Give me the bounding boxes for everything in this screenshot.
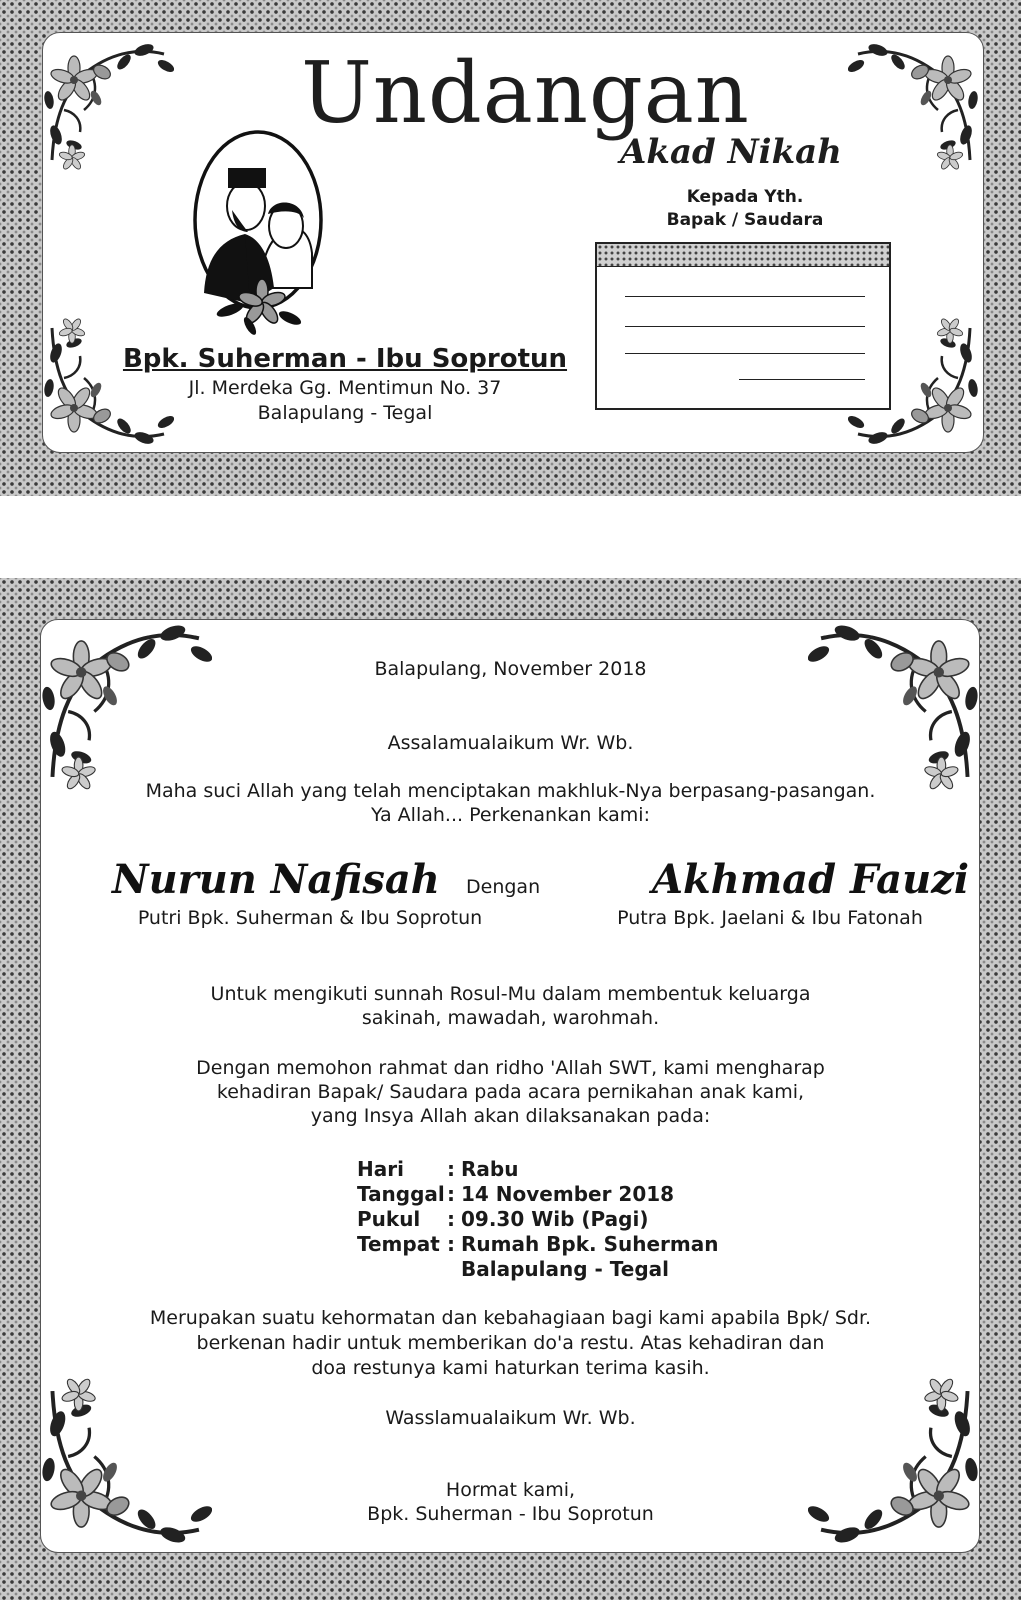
request-line: yang Insya Allah akan dilaksanakan pada: bbox=[310, 1105, 711, 1127]
farewell: Wasslamualaikum Wr. Wb. bbox=[385, 1407, 636, 1429]
sunnah-line: sakinah, mawadah, warohmah. bbox=[361, 1007, 660, 1029]
couple-portrait-icon bbox=[190, 128, 326, 338]
detail-value: 09.30 Wib (Pagi) bbox=[461, 1207, 649, 1231]
address-blank-line bbox=[625, 296, 865, 297]
event-day-row bbox=[357, 1157, 718, 1182]
detail-label: Tanggal bbox=[357, 1182, 445, 1206]
invitation-title: Undangan bbox=[301, 44, 750, 142]
floral-corner-icon bbox=[808, 620, 978, 790]
event-place-row-cont bbox=[357, 1257, 718, 1282]
sender-name: Bpk. Suherman - Ibu Soprotun bbox=[122, 344, 568, 374]
floral-corner-icon bbox=[42, 620, 212, 790]
address-blank-line bbox=[625, 326, 865, 327]
closing-line: doa restunya kami haturkan terima kasih. bbox=[311, 1357, 710, 1379]
address-box-header-strip bbox=[597, 244, 889, 267]
detail-value: 14 November 2018 bbox=[461, 1182, 675, 1206]
signature-line: Hormat kami, bbox=[445, 1479, 576, 1501]
detail-spacer bbox=[357, 1257, 447, 1282]
detail-colon: : bbox=[447, 1207, 455, 1231]
request-line: kehadiran Bapak/ Saudara pada acara pernikahan anak kami, bbox=[216, 1081, 805, 1103]
detail-label: Tempat bbox=[357, 1232, 440, 1256]
address-blank-line bbox=[739, 379, 865, 380]
invitation-subtitle: Akad Nikah bbox=[620, 132, 842, 172]
event-time-row bbox=[357, 1207, 718, 1232]
bride-name: Nurun Nafisah bbox=[112, 856, 440, 903]
sender-address-line: Balapulang - Tegal bbox=[257, 402, 433, 424]
recipient-heading-line: Bapak / Saudara bbox=[666, 210, 824, 230]
recipient-heading-line: Kepada Yth. bbox=[686, 187, 804, 207]
bride-parents: Putri Bpk. Suherman & Ibu Soprotun bbox=[137, 907, 483, 929]
event-date-row bbox=[357, 1182, 718, 1207]
detail-value: Rumah Bpk. Suherman bbox=[461, 1232, 719, 1256]
address-blank-line bbox=[625, 353, 865, 354]
groom-name: Akhmad Fauzi bbox=[652, 856, 970, 903]
sender-address-line: Jl. Merdeka Gg. Mentimun No. 37 bbox=[188, 377, 502, 399]
recipient-heading bbox=[595, 186, 895, 232]
detail-label: Pukul bbox=[357, 1207, 421, 1231]
letter-greeting: Assalamualaikum Wr. Wb. bbox=[387, 732, 634, 754]
detail-colon: : bbox=[447, 1182, 455, 1206]
detail-spacer bbox=[447, 1257, 461, 1282]
groom-parents: Putra Bpk. Jaelani & Ibu Fatonah bbox=[617, 907, 923, 929]
detail-value: Rabu bbox=[461, 1157, 519, 1181]
event-place-row bbox=[357, 1232, 718, 1257]
signature-line: Bpk. Suherman - Ibu Soprotun bbox=[367, 1503, 654, 1525]
intro-line: Ya Allah... Perkenankan kami: bbox=[371, 804, 650, 826]
envelope-card bbox=[0, 0, 1021, 496]
recipient-address-box bbox=[595, 242, 891, 410]
intro-line: Maha suci Allah yang telah menciptakan makhluk-Nya berpasang-pasangan. bbox=[145, 780, 876, 802]
closing-line: berkenan hadir untuk memberikan do'a restu. Atas kehadiran dan bbox=[196, 1332, 825, 1354]
closing-line: Merupakan suatu kehormatan dan kebahagiaan bagi kami apabila Bpk/ Sdr. bbox=[149, 1307, 872, 1329]
letter-date: Balapulang, November 2018 bbox=[374, 658, 647, 680]
detail-colon: : bbox=[447, 1232, 455, 1256]
sunnah-line: Untuk mengikuti sunnah Rosul-Mu dalam membentuk keluarga bbox=[210, 983, 811, 1005]
detail-colon: : bbox=[447, 1157, 455, 1181]
detail-value: Balapulang - Tegal bbox=[461, 1257, 669, 1281]
detail-label: Hari bbox=[357, 1157, 404, 1181]
event-details bbox=[357, 1157, 718, 1282]
request-line: Dengan memohon rahmat dan ridho 'Allah SWT, kami mengharap bbox=[196, 1057, 825, 1079]
connector-text: Dengan bbox=[466, 876, 541, 898]
